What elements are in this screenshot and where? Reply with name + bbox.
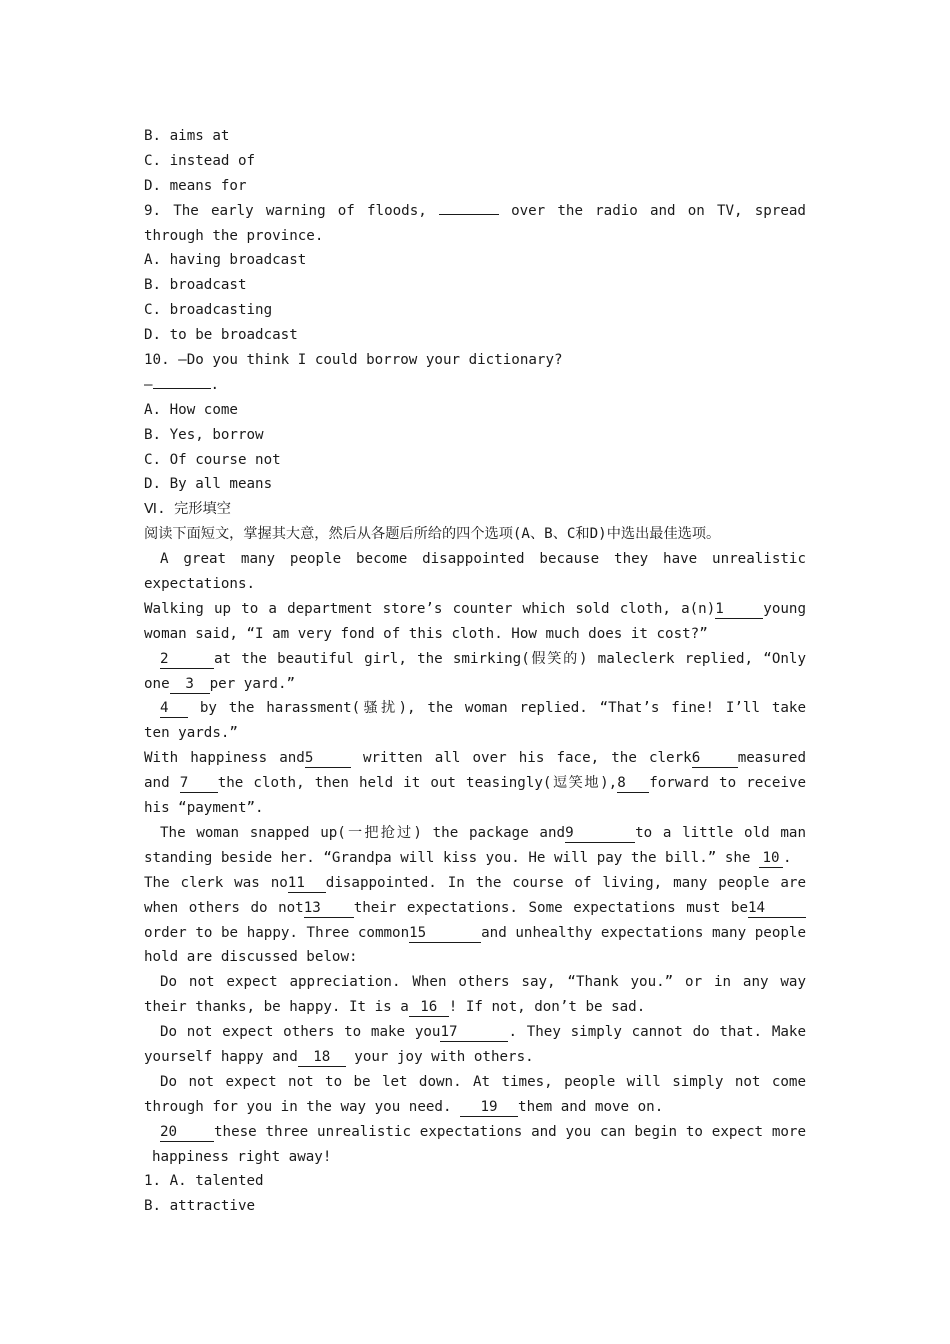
q9-stem-cont: through the province. [144,227,324,244]
blank-15: 15 [409,925,481,943]
blank-5: 5 [305,750,351,768]
blank-11: 11 [288,875,326,893]
blank-20: 20 [160,1124,214,1142]
q9-option-b: B. broadcast [144,277,247,294]
passage-line: ten yards.” [144,725,238,742]
passage-line: through for you in the way you need. 19 them and move on. [144,1098,664,1115]
q1-option-a: 1. A. talented [144,1173,264,1190]
q10-option-c: C. Of course not [144,451,281,468]
blank-3: 3 [170,676,210,694]
blank-9: 9 [565,825,635,843]
passage-line: Do not expect not to be let down. At times, people will simply not come [160,1073,806,1090]
q10-reply: — . [144,376,220,393]
blank-2: 2 [160,651,214,669]
q10-stem: 10. —Do you think I could borrow your dictionary? [144,352,563,369]
q10-option-b: B. Yes, borrow [144,426,264,443]
passage-line: With happiness and5 written all over his face, the clerk6 measured [144,750,806,767]
q9-option-a: A. having broadcast [144,252,307,269]
section-instructions: 阅读下面短文，掌握其大意，然后从各题后所给的四个选项(A、B、C和D)中选出最佳选项。 [144,526,721,543]
section-heading: Ⅵ. 完形填空 [144,501,231,518]
blank-14: 14 [748,900,806,918]
blank-19: 19 [460,1099,518,1117]
passage-line: yourself happy and 18 your joy with others. [144,1048,534,1065]
passage-line: Do not expect appreciation. When others say, “Thank you.” or in any way [160,974,806,991]
passage-line: standing beside her. “Grandpa will kiss you. He will pay the bill.” she 10 . [144,849,792,866]
blank-10: 10 [759,850,783,868]
q8-option-c: C. instead of [144,152,256,169]
passage-line: 20 these three unrealistic expectations and you can begin to expect more [160,1123,806,1140]
passage-line: Walking up to a department store’s counter which sold cloth, a(n)1 young [144,600,806,617]
blank-6: 6 [692,750,738,768]
blank-18: 18 [298,1049,346,1067]
q10-option-d: D. By all means [144,476,273,493]
passage-line: order to be happy. Three common15 and unhealthy expectations many people [144,924,806,941]
passage-line: The clerk was no11 disappointed. In the course of living, many people are [144,871,806,896]
blank-7: 7 [180,775,218,793]
passage-line: their thanks, be happy. It is a 16 ! If not, don’t be sad. [144,999,646,1016]
document-page [144,124,806,1219]
passage-line: The woman snapped up(一把抢过) the package and9 to a little old man [160,824,806,841]
q1-option-b: B. attractive [144,1198,256,1215]
blank-16: 16 [409,999,449,1017]
passage-line: when others do not13 their expectations. Some expectations must be14 [144,896,806,921]
passage-line: hold are discussed below: [144,949,358,966]
q10-option-a: A. How come [144,401,238,418]
q9-option-c: C. broadcasting [144,302,273,319]
blank-13: 13 [304,900,354,918]
passage-line: 4 by the harassment(骚扰), the woman replied. “That’s fine! I’ll take [160,700,806,717]
passage-line: 2 at the beautiful girl, the smirking(假笑的) maleclerk replied, “Only [160,650,806,667]
q8-option-d: D. means for [144,177,247,194]
passage-line: woman said, “I am very fond of this cloth. How much does it cost?” [144,625,708,642]
passage-line: and 7 the cloth, then held it out teasingly(逗笑地),8 forward to receive [144,775,806,792]
passage-line: happiness right away! [152,1148,332,1165]
blank-4: 4 [160,700,188,718]
passage-line: Do not expect others to make you17 . They simply cannot do that. Make [160,1024,806,1041]
q9-stem: 9. The early warning of floods, over the radio and on TV, spread [144,202,806,219]
blank-17: 17 [440,1024,508,1042]
passage-line: A great many people become disappointed because they have unrealistic [160,551,806,568]
passage-line: one 3 per yard.” [144,675,296,692]
blank-1: 1 [715,601,763,619]
passage-line: his “payment”. [144,800,264,817]
q8-option-b: B. aims at [144,128,230,144]
q9-option-d: D. to be broadcast [144,327,298,344]
passage-line: expectations. [144,576,256,593]
blank-8: 8 [617,775,649,793]
